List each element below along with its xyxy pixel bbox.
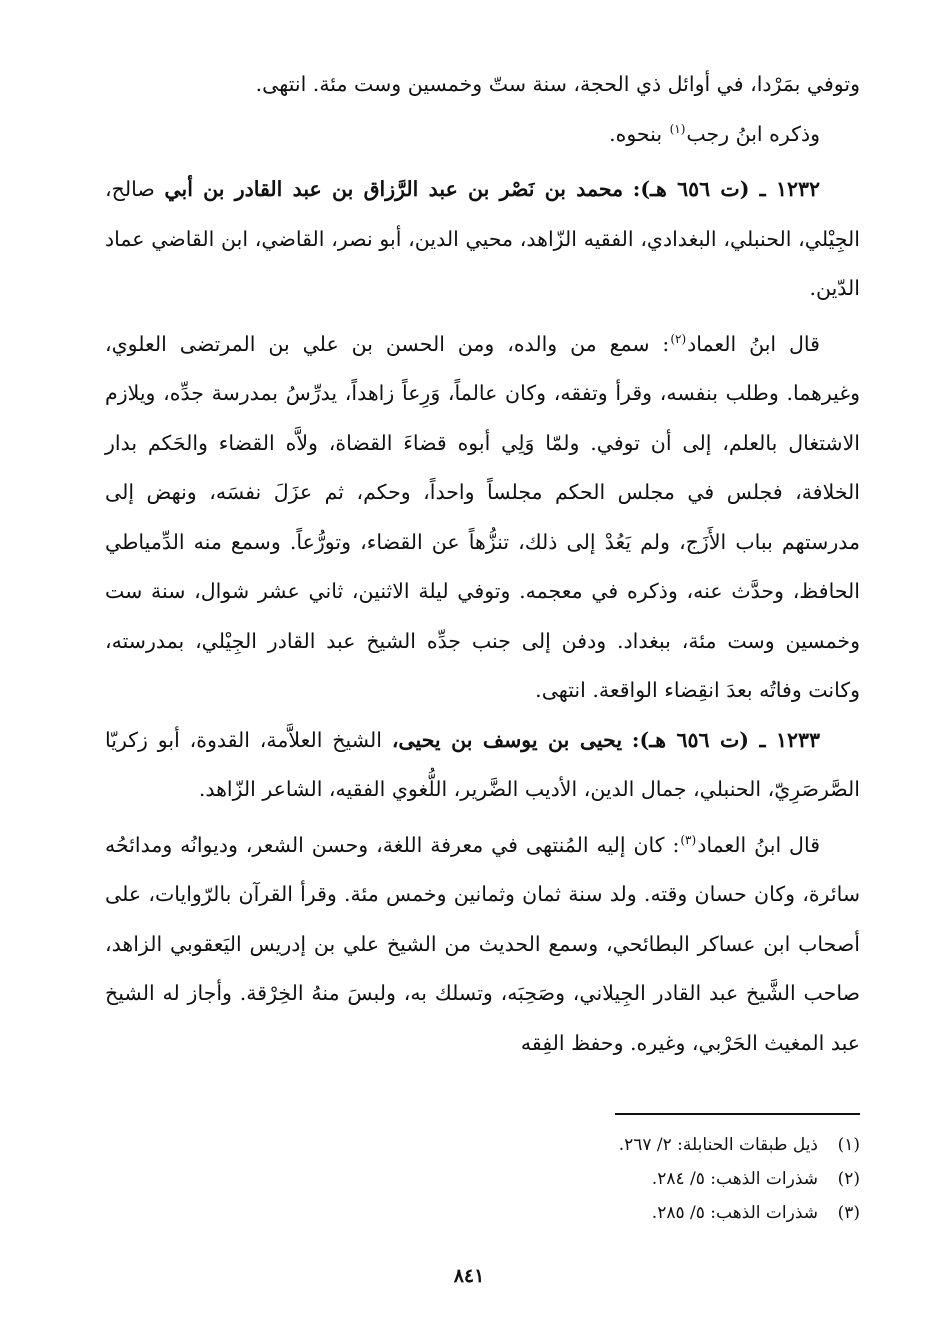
paragraph-ibn-alimad-2 [105, 821, 860, 1069]
page-body [105, 60, 860, 1068]
footnote-number: (٢) [837, 1169, 860, 1189]
entry-number: ١٢٣٣ ـ (ت ٦٥٦ هـ): [631, 727, 820, 752]
footnote-list [105, 1128, 860, 1230]
paragraph-ibn-alimad-1 [105, 320, 860, 716]
footnote-3 [105, 1196, 860, 1230]
paragraph-text: : كان إليه المُنتهى في معرفة اللغة، وحسن الشعر، وديوانُه ومدائحُه سائرة، وكان حسان وقته. ولد سنة ثمان وثمانين وخمس مئة. وقرأ القرآن بالرّوايات، على أصحاب ابن عساكر البطائحي، وسمع الحديث من الشيخ علي بن إدريس اليَعقوبي الزاهد، صاحب الشَّيخ عبد القادر الجِيلاني، وصَحِبَه، وتسلك به، ولبسَ منهُ الخِرْقة. وأجاز له الشيخ عبد المغيث الحَرْبي، وغيره. وحفظ الفِقه [105, 832, 860, 1055]
footnote-ref-1[interactable]: (١) [669, 121, 686, 136]
footnote-text: ذيل طبقات الحنابلة: ٢/ ٢٦٧. [618, 1135, 818, 1155]
paragraph-death-note: وتوفي بمَرْدا، في أوائل ذي الحجة، سنة ستّ وخمسين وست مئة. انتهى. [255, 72, 860, 96]
entry-name: محمد بن نَصْر بن عبد الرَّزاق بن عبد القادر بن أبي [164, 177, 624, 201]
entry-number: ١٢٣٢ ـ (ت ٦٥٦ هـ): [632, 177, 820, 201]
footnote-ref-3[interactable]: (٣) [680, 832, 697, 847]
entry-text: صالح، الجِيْلي، الحنبلي، البغدادي، الفقيه الزّاهد، محيي الدين، أبو نصر، القاضي، ابن القاضي عماد الدّين. [105, 177, 860, 300]
page-number: ٨٤١ [453, 1265, 485, 1287]
footnote-text: شذرات الذهب: ٥/ ٢٨٤. [651, 1169, 818, 1189]
footnote-number: (٣) [837, 1203, 860, 1223]
footnote-2 [105, 1162, 860, 1196]
entry-1232 [105, 165, 860, 314]
entry-1233 [105, 716, 860, 815]
paragraph-ibn-rajab-note [105, 110, 860, 160]
paragraph-text: بنحوه. [609, 121, 669, 146]
paragraph-text: : سمع من والده، ومن الحسن بن علي بن المرتضى العلوي، وغيرهما. وطلب بنفسه، وقرأ وتفقه، وكان عالماً، وَرِعاً زاهداً، يدرِّسُ بمدرسة جدِّه، ويلازم الاشتغال بالعلم، إلى أن توفي. ولمّا وَلِي أبوه قضاءَ القضاة، ولاَّه القضاء والحَكم بدار الخلافة، فجلس في مجلس الحكم مجلساً واحداً، وحكم، ثم عزَلَ نفسَه، ونهض إلى مدرستهم بباب الأَزَج، ولم يَعُدْ إلى ذلك، تنزُّهاً عن القضاء، وتورُّعاً. وسمع منه الدِّمياطي الحافظ، وحدَّث عنه، وذكره في معجمه. وتوفي ليلة الاثنين، ثاني عشر شوال، سنة ست وخمسين وست مئة، ببغداد. ودفن إلى جنب جدِّه الشيخ عبد القادر الجِيْلي، بمدرسته، وكانت وفاتُه بعدَ انقِضاء الواقعة. انتهى. [105, 331, 860, 702]
footnote-1 [105, 1128, 860, 1162]
footnote-text: شذرات الذهب: ٥/ ٢٨٥. [651, 1203, 818, 1223]
footnote-number: (١) [837, 1135, 860, 1155]
footnote-divider [615, 1113, 860, 1115]
footnote-ref-2[interactable]: (٢) [670, 331, 687, 346]
paragraph-text: قال ابنُ العماد [697, 832, 820, 857]
paragraph-text: وذكره ابنُ رجب [686, 121, 820, 146]
paragraph-text: قال ابنُ العماد [687, 331, 820, 356]
entry-name: يحيى بن يوسف بن يحيى، [391, 727, 623, 752]
entry-text: الشيخ العلاَّمة، القدوة، أبو زكريّا الصَّرصَرِيّ، الحنبلي، جمال الدين، الأديب الضَّرير، اللُّغوي الفقيه، الشاعر الزّاهد. [105, 727, 860, 801]
